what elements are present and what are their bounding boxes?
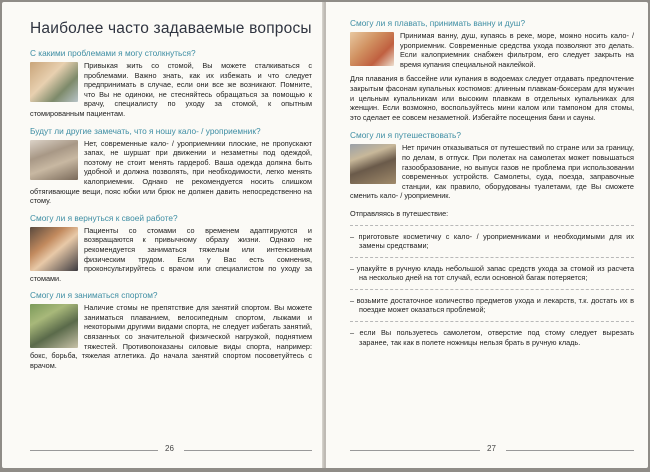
travel-list-item: – возьмите достаточное количество предметов ухода и лекарств, т.к. достать их в поездке может оказаться проблемой; (350, 295, 634, 315)
faq-section-problems (30, 48, 312, 119)
divider (350, 289, 634, 290)
faq-answer: Принимая ванну, душ, купаясь в реке, море, можно носить кало- / уроприемник. Современные средства ухода позволяют это делать. Если калоприемник снабжен фильтром, его следует закрыть на время купания специальной наклейкой. (400, 31, 634, 69)
faq-section-swimming (350, 18, 634, 122)
footer-line (506, 450, 634, 451)
photo-railway (350, 144, 396, 184)
faq-question: Смогу ли я плавать, принимать ванну и душ? (350, 18, 526, 28)
left-page (2, 2, 324, 468)
faq-question: Смогу ли я заниматься спортом? (30, 290, 158, 301)
page-title: Наиболее часто задаваемые вопросы (30, 20, 312, 37)
page-footer (326, 444, 648, 456)
photo-water-hands (350, 32, 394, 66)
footer-line (30, 450, 158, 451)
travel-list-item: – упакуйте в ручную кладь небольшой запас средств ухода за стомой из расчета на несколько дней на тот случай, если основной багаж потеряется; (350, 263, 634, 283)
right-page (326, 2, 648, 468)
divider (350, 225, 634, 226)
faq-answer: Пациенты со стомами со временем адаптируются и возвращаются к привычному образу жизни. Однако не рекомендуется заниматься тяжелым или интенсивным физическим трудом. Если у Вас есть сомнения, проконсультируйтесь с врачом или специалистом по уходу за стомами. (30, 225, 312, 283)
faq-question: Смогу ли я путешествовать? (350, 130, 461, 141)
faq-section-work (30, 213, 312, 284)
photo-office (30, 227, 78, 271)
page-number: 26 (165, 444, 174, 453)
faq-section-others-notice (30, 126, 312, 206)
travel-intro: Отправляясь в путешествие: (350, 208, 449, 218)
footer-line (350, 450, 480, 451)
divider (350, 321, 634, 322)
divider (350, 257, 634, 258)
travel-list-item: – если Вы пользуетесь самолетом, отверстие под стому следует вырезать заранее, так как в полете ножницы нельзя брать в ручную кладь. (350, 328, 634, 347)
faq-answer: Наличие стомы не препятствие для занятий спортом. Вы можете заниматься плаванием, велосипедным спортом, лыжами и некоторыми другими видами спорта, не следует избегать занятий, связанных со значительной физической нагрузкой, поднятием тяжестей. Противопоказаны силовые виды спорта, например: бокс, борьба, тяжелая атлетика. До начала занятий спортом посоветуйтесь с врачом. (30, 303, 312, 370)
faq-answer: Нет, современные кало- / уроприемники плоские, не пропускают запах, не шуршат при движении и незаметны под одеждой, поэтому не стоит менять гардероб. Ваша одежда должна быть удобной и должна позволять, при необходимости, легко менять калоприемник. Однако не рекомендуется носить слишком обтягивающие вещи, пояс юбки или брюк не должен давить непосредственно на стому. (30, 138, 312, 206)
faq-answer-extra: Для плавания в бассейне или купания в водоемах следует отдавать предпочтение закрытым фасонам купальных костюмов: длинным плавкам-боксерам для мужчин и цельным купальникам или высоким плавкам в отдельных купальниках для женщин. Если возможно, воспользуйтесь мини калом или тампоном для стомы, это сделает ее совсем незаметной. Избегайте посещения бани и сауны. (350, 74, 634, 122)
faq-answer: Нет причин отказываться от путешествий по стране или за границу, по делам, в отпуск. При полетах на самолетах может повышаться газообразование, но выпуск газов не проблема при использовании современных устройств. Самолеты, суда, поезда, заправочные станции, как правило, оборудованы туалетами, где Вы сможете сменить кало- / уроприемник. (350, 143, 634, 201)
travel-list-item: – приготовьте косметичку с кало- / уроприемниками и необходимыми для их замены средствами; (350, 231, 634, 251)
photo-cycling (30, 304, 78, 348)
page-footer (2, 444, 324, 456)
faq-section-travel (350, 130, 634, 201)
photo-couple (30, 62, 78, 102)
photo-elderly-couple (30, 140, 78, 180)
left-page-content (30, 20, 312, 377)
faq-question: Смогу ли я вернуться к своей работе? (30, 212, 178, 223)
faq-answer: Привыкая жить со стомой, Вы можете сталкиваться с проблемами. Важно знать, как их избежать и что следует предпринимать в случае, если они все же возникают. Помните, что Вы не одиноки, не стесняйтесь обращаться за помощью к врачу, специалисту по уходу за стомой, к опытным стомированным пациентам. (30, 61, 312, 118)
faq-question: С какими проблемами я могу столкнуться? (30, 48, 196, 58)
right-page-content (350, 18, 634, 347)
footer-line (184, 450, 312, 451)
faq-question: Будут ли другие замечать, что я ношу кало- / уроприемник? (30, 125, 261, 136)
page-number: 27 (487, 444, 496, 453)
faq-section-sport (30, 290, 312, 370)
